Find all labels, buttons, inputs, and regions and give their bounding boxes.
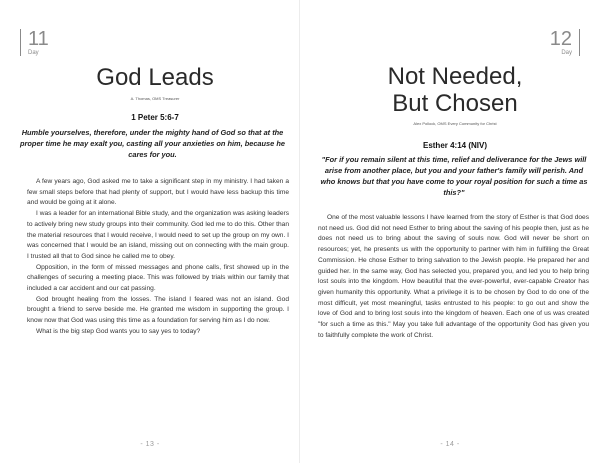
day-label: Day [28, 50, 39, 56]
devotional-title [330, 63, 580, 117]
scripture-reference: 1 Peter 5:6-7 [131, 113, 179, 122]
devotional-body [318, 213, 589, 341]
scripture-quote: "For if you remain silent at this time, relief and deliverance for the Jews will arise from another place, but you and your father's family will perish. And who knows but that you have come to your royal position for such a time as this?" [320, 155, 588, 197]
right-page [300, 0, 600, 463]
body-paragraph: Opposition, in the form of missed messages and phone calls, first showed up in the challenges of securing a meeting place. This was followed by trials within our family that included a car accident and our cat passing. [27, 263, 289, 293]
title-line: But Chosen [392, 90, 518, 117]
devotional-body [27, 177, 289, 338]
author-byline: A. Thomas, OMS Treasurer [130, 96, 180, 101]
day-label: Day [561, 50, 572, 56]
day-marker [550, 29, 580, 56]
body-paragraph: I was a leader for an international Bible study, and the organization was asking leaders to actively bring new study groups into their community. God led me to do this. Other than the material resources that I would receive, I would need to set up the group on my own. I was concerned that I would be an island, missing out on connecting with the main group. I trusted all that to God since he called me to obey. [27, 210, 289, 260]
body-paragraph: God brought healing from the losses. The island I feared was not an island. God brought a friend to serve beside me. He granted me wisdom in supporting the group. I know now that God was using this time as a foundation for serving him as I do now. [27, 295, 289, 325]
day-number: 12 [549, 28, 572, 50]
page-number: - 13 - [140, 441, 160, 448]
author-byline: Alex Pollock, OMS Every Community for Christ [413, 121, 497, 126]
title-line: Not Needed, [387, 63, 523, 90]
scripture-reference: Esther 4:14 (NIV) [422, 141, 488, 150]
body-paragraph: What is the big step God wants you to say yes to today? [36, 327, 201, 335]
body-paragraph: A few years ago, God asked me to take a significant step in my ministry. I had taken a few small steps before that had plenty of support, but I would have less backup this time and would be going at it alone. [27, 178, 289, 207]
scripture-quote: Humble yourselves, therefore, under the mighty hand of God so that at the proper time he may exalt you, casting all your anxieties on him, because he cares for you. [20, 128, 285, 159]
day-marker [20, 29, 49, 56]
page-number: - 14 - [440, 441, 460, 448]
body-paragraph: One of the most valuable lessons I have learned from the story of Esther is that God does not need us. God did not need Esther to bring about the saving of his people then, just as he does not need us to bring about the saving of souls now. God will never be short on resources; yet, he presents us with the opportunity to partner with him in fulfilling the Great Commission. He chose Esther to bring salvation to the Jewish people. He prepared her and guided her. In the same way, God has selected you, prepared you, and led you to help bring lost souls into the kingdom. How beautiful that the ever-powerful, ever-capable Creator has given humanity this opportunity. What a privilege it is to be chosen by God to do one of the most difficult, yet most meaningful, tasks entrusted to his people: to go out and show the love of God and to bring lost souls into the kingdom of heaven. Each one of us was created "for such a time as this." May you take full advantage of the opportunity God has given you to faithfully complete the work of Christ. [318, 214, 589, 339]
day-number: 11 [28, 28, 49, 50]
devotional-title: God Leads [96, 64, 214, 91]
